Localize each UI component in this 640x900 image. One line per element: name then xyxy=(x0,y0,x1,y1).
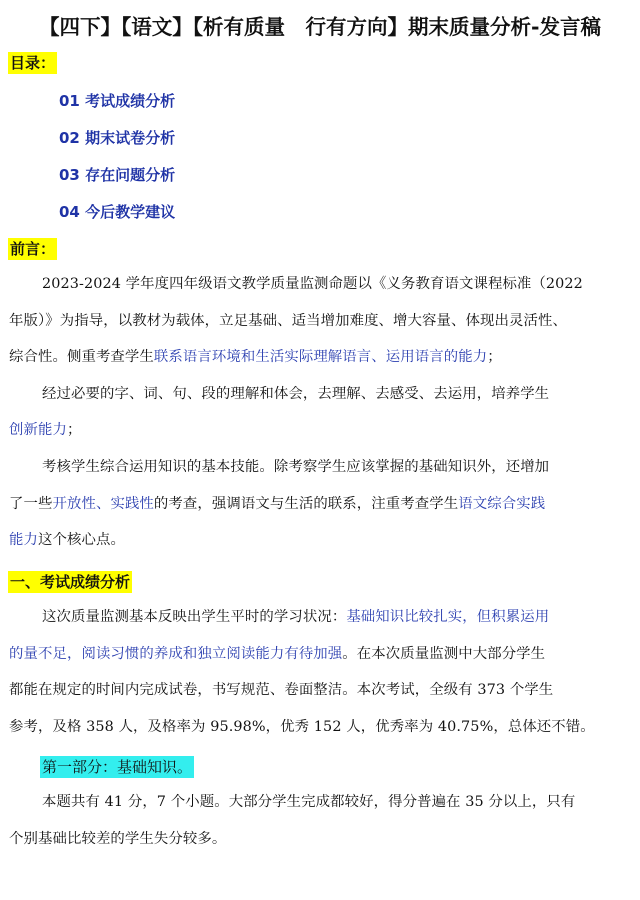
part1-line2: 个别基础比较差的学生失分较多。 xyxy=(9,830,227,847)
preface-p2-line2 xyxy=(9,412,633,449)
preface-p3-line3 xyxy=(9,522,633,559)
emphasis-text: 创新能力 xyxy=(9,422,67,439)
section1-line4: 参考，及格 358 人，及格率为 95.98%，优秀 152 人，优秀率为 40.75%，总体还不错。 xyxy=(9,718,595,735)
preface-text: ； xyxy=(66,422,82,439)
section1-line1 xyxy=(9,599,633,636)
section1-body xyxy=(9,599,633,745)
preface-p3-line1: 考核学生综合运用知识的基本技能。除考察学生应该掌握的基础知识外，还增加 xyxy=(42,458,550,475)
preface-text: 这个核心点。 xyxy=(37,532,125,549)
part1-heading: 第一部分：基础知识。 xyxy=(42,758,193,776)
preface-p1-line1: 2023-2024 学年度四年级语文教学质量监测命题以《义务教育语文课程标准（2022 xyxy=(42,276,583,292)
part1-body xyxy=(9,784,633,857)
emphasis-text: 联系语言环境和生活实际理解语言、运用语言的能力 xyxy=(153,349,488,366)
toc-item-3[interactable]: 03 存在问题分析 xyxy=(59,166,176,184)
emphasis-text: 开放性、实践性 xyxy=(52,495,154,512)
preface-body xyxy=(9,266,633,559)
toc-label: 目录： xyxy=(10,54,56,72)
preface-text: ； xyxy=(487,349,502,366)
document-title: 【四下】【语文】【析有质量 行有方向】期末质量分析-发言稿 xyxy=(38,15,601,39)
section1-heading: 一、考试成绩分析 xyxy=(10,573,131,591)
toc-item-1[interactable]: 01 考试成绩分析 xyxy=(59,92,176,110)
emphasis-text: 语文综合实践 xyxy=(458,495,546,512)
emphasis-text: 能力 xyxy=(9,532,38,549)
section1-line2 xyxy=(9,636,633,673)
emphasis-text: 的量不足，阅读习惯的养成和独立阅读能力有待加强 xyxy=(9,645,343,662)
section1-text: 这次质量监测基本反映出学生平时的学习状况： xyxy=(42,609,347,625)
preface-p1-line3 xyxy=(9,339,633,376)
preface-text: 的考查，强调语文与生活的联系，注重考查学生 xyxy=(153,495,459,512)
part1-line1: 本题共有 41 分，7 个小题。大部分学生完成都较好，得分普遍在 35 分以上，只有 xyxy=(42,794,576,810)
preface-p1-line2: 年版）》为指导，以教材为载体，立足基础、适当增加难度、增大容量、体现出灵活性、 xyxy=(9,312,567,329)
section1-line3: 都能在规定的时间内完成试卷，书写规范、卷面整洁。本次考试，全级有 373 个学生 xyxy=(9,682,554,699)
toc-item-2[interactable]: 02 期末试卷分析 xyxy=(59,129,176,147)
emphasis-text: 基础知识比较扎实，但积累运用 xyxy=(346,609,550,625)
toc-item-4[interactable]: 04 今后教学建议 xyxy=(59,203,176,221)
preface-text: 综合性。侧重考查学生 xyxy=(9,349,154,366)
preface-text: 了一些 xyxy=(9,495,53,512)
preface-p2-line1: 经过必要的字、词、句、段的理解和体会，去理解、去感受、去运用，培养学生 xyxy=(42,385,550,402)
preface-p3-line2 xyxy=(9,486,633,523)
section1-text: 。在本次质量监测中大部分学生 xyxy=(342,645,546,662)
preface-label: 前言： xyxy=(10,240,56,258)
